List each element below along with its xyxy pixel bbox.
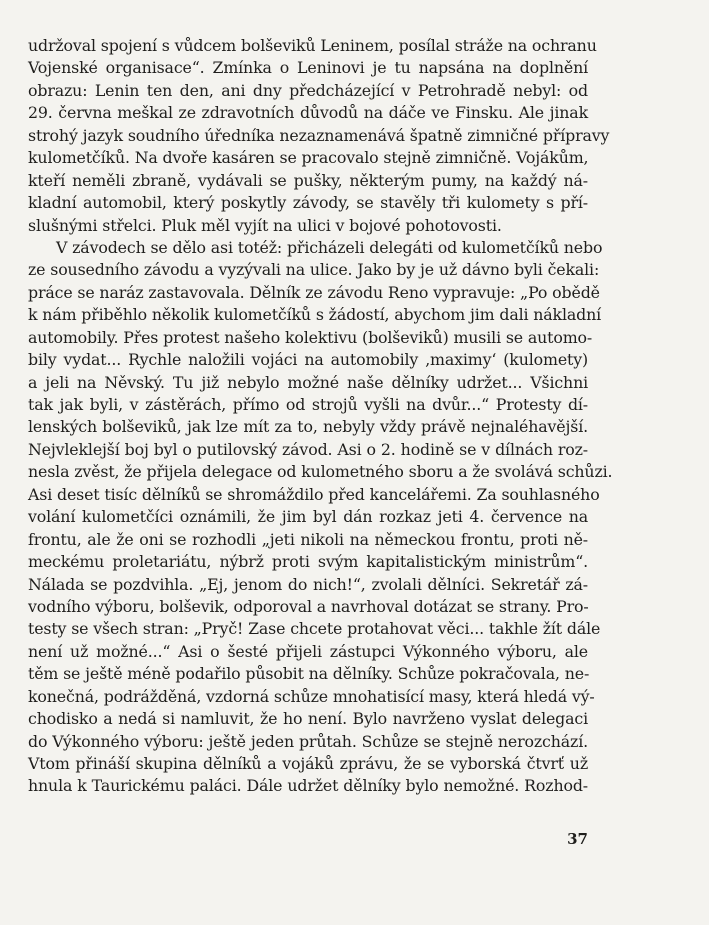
text-line: a jeli na Něvský. Tu již nebylo možné naše dělníky udržet... Všichni — [28, 372, 588, 392]
text-line: kulometčíků. Na dvoře kasáren se pracovalo stejně zimničně. Vojákům, — [28, 148, 589, 168]
text-line: slušnými střelci. Pluk měl vyjít na ulici v bojové pohotovosti. — [28, 215, 502, 235]
text-line: ze sousedního závodu a vyzývali na ulice. Jako by je už dávno byli čekali: — [28, 260, 600, 280]
text-line: Asi deset tisíc dělníků se shromáždilo před kancelářemi. Za souhlasného — [28, 484, 600, 504]
text-line: chodisko a nedá si namluvit, že ho není. Bylo navrženo vyslat delegaci — [28, 709, 588, 729]
text-line: není už možné...“ Asi o šesté přijeli zástupci Výkonného výboru, ale — [28, 641, 588, 661]
page-number: 37 — [567, 830, 588, 848]
text-line: Nálada se pozdvihla. „Ej, jenom do nich!“, zvolali dělníci. Sekretář zá- — [28, 574, 588, 594]
text-line: obrazu: Lenin ten den, ani dny předcházející v Petrohradě nebyl: od — [28, 80, 588, 100]
text-line: strohý jazyk soudního úředníka nezaznamenává špatně zimničné přípravy — [28, 125, 610, 145]
text-line: V závodech se dělo asi totéž: přicházeli delegáti od kulometčíků nebo — [56, 237, 603, 257]
text-line: práce se naráz zastavovala. Dělník ze závodu Reno vypravuje: „Po obědě — [28, 282, 600, 302]
text-line: těm se ještě méně podařilo působit na dělníky. Schůze pokračovala, ne- — [28, 664, 590, 684]
text-line: kladní automobil, který poskytly závody, se stavěly tři kulomety s pří- — [28, 193, 588, 213]
text-line: tak jak byli, v zástěrách, přímo od strojů vyšli na dvůr...“ Protesty dí- — [28, 395, 588, 414]
text-line: automobily. Přes protest našeho kolektivu (bolševiků) musili se automo- — [28, 327, 593, 347]
text-line: konečná, podrážděná, vzdorná schůze mnohatisící masy, která hledá vý- — [28, 686, 595, 706]
text-line: volání kulometčíci oznámili, že jim byl dán rozkaz jeti 4. července na — [28, 507, 588, 527]
text-line: lenských bolševiků, jak lze mít za to, nebyly vždy právě nejnaléhavější. — [28, 417, 588, 437]
text-line: frontu, ale že oni se rozhodli „jeti nikoli na německou frontu, proti ně- — [28, 529, 588, 549]
text-line: bily vydat... Rychle naložili vojáci na automobily ‚maximy‘ (kulomety) — [28, 350, 588, 370]
text-line: testy se všech stran: „Pryč! Zase chcete protahovat věci... takhle žít dále — [28, 619, 601, 639]
text-line: Vtom přináší skupina dělníků a vojáků zprávu, že se vyborská čtvrť už — [28, 754, 588, 773]
text-line: meckému proletariátu, nýbrž proti svým kapitalistickým ministrům“. — [28, 552, 588, 572]
text-line: hnula k Taurickému paláci. Dále udržet dělníky bylo nemožné. Rozhod- — [28, 776, 588, 796]
text-line: do Výkonného výboru: ještě jeden průtah. Schůze se stejně nerozchází. — [28, 731, 588, 751]
text-line: nesla zvěst, že přijela delegace od kulometného sboru a že svolává schůzi. — [28, 462, 613, 482]
text-line: k nám přiběhlo několik kulometčíků s žádostí, abychom jim dali nákladní — [28, 305, 602, 325]
text-line: Vojenské organisace“. Zmínka o Leninovi je tu napsána na doplnění — [28, 58, 588, 78]
text-line: udržoval spojení s vůdcem bolševiků Leninem, posílal stráže na ochranu — [28, 36, 597, 55]
text-line: kteří neměli zbraně, vydávali se pušky, některým pumy, na každý ná- — [28, 170, 588, 190]
body-text — [28, 35, 613, 798]
text-line: vodního výboru, bolševik, odporoval a navrhoval dotázat se strany. Pro- — [28, 596, 589, 616]
text-line: 29. června meškal ze zdravotních důvodů na dáče ve Finsku. Ale jinak — [28, 103, 588, 123]
text-line: Nejvleklejší boj byl o putilovský závod. Asi o 2. hodině se v dílnách roz- — [28, 439, 588, 459]
